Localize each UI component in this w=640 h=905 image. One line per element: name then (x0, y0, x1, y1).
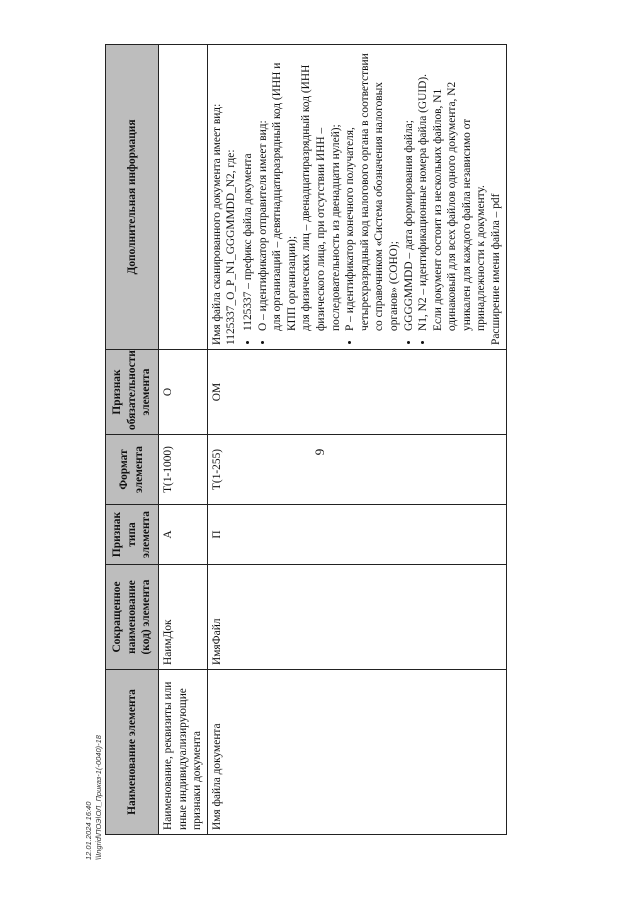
cell-type: А (159, 505, 208, 565)
list-item: • 1125337 – префикс файла документа (241, 49, 256, 331)
rotated-page-content (105, 45, 550, 835)
info-extension: Расширение имени файла – pdf (490, 193, 503, 345)
cell-info (159, 45, 208, 350)
footer-timestamp: 12.01.2024 16:40 (84, 801, 93, 860)
header-required: Признак обязательности элемента (106, 350, 159, 435)
cell-code: НаимДок (159, 565, 208, 670)
cell-required: ОМ (207, 350, 506, 435)
cell-format: T(1-1000) (159, 435, 208, 505)
sender-person: для физических лиц – двенадцатиразрядный код (ИНН физического лица, при отсутствии ИНН – последовательность из двенадцати нулей); (300, 64, 342, 331)
list-item: • N1, N2 – идентификационные номера файла (GUID). Если документ состоит из нескольких файлов, N1 одинаковый для всех файлов одного документа, N2 уникален для каждого файла независимо от принадлежности к документу. (416, 49, 489, 331)
header-name: Наименование элемента (106, 670, 159, 835)
cell-type: П (207, 505, 506, 565)
table-row (207, 45, 506, 835)
elements-table (105, 44, 507, 835)
cell-name: Наименование, реквизиты или иные индивидуализирующие признаки документа (159, 670, 208, 835)
info-intro: Имя файла сканированного документа имеет вид: (210, 103, 223, 345)
list-item-text: О – идентификатор отправителя имеет вид: (256, 120, 269, 331)
sender-org: для организаций – девятнадцатиразрядный код (ИНН и КПП организации); (271, 62, 298, 331)
table-header-row (106, 45, 159, 835)
info-list (241, 49, 489, 345)
cell-info (207, 45, 506, 350)
cell-name: Имя файла документа (207, 670, 506, 835)
header-code: Сокращенное наименование (код) элемента (106, 565, 159, 670)
header-info: Дополнительная информация (106, 45, 159, 350)
cell-code: ИмяФайл (207, 565, 506, 670)
page-number: 9 (312, 448, 327, 456)
header-type: Признак типа элемента (106, 505, 159, 565)
table-row (159, 45, 208, 835)
cell-required: О (159, 350, 208, 435)
header-format: Формат элемента (106, 435, 159, 505)
cell-format: T(1-255) (207, 435, 506, 505)
footer-filepath: \\Ingrid\ПОЭ\ОЛ_Приказ-1(-0040)-18 (94, 735, 103, 860)
list-item: • GGGGMMDD – дата формирования файла; (402, 49, 417, 331)
list-item (256, 49, 344, 331)
list-item: • Р – идентификатор конечного получателя, четырехразрядный код налогового органа в соответствии со справочником «Система обозначения налоговых органов» (СОНО); (343, 49, 401, 331)
info-pattern: 1125337_O_P_N1_GGGMMDD_N2, где: (225, 149, 238, 345)
